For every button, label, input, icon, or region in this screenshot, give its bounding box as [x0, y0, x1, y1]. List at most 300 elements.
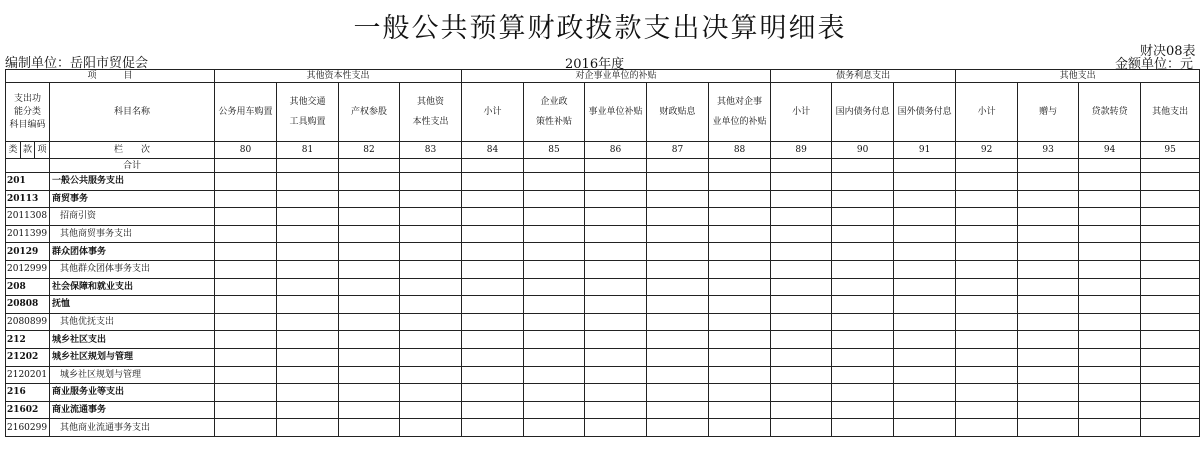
value-cell	[1018, 419, 1079, 437]
subject-name: 商业服务业等支出	[50, 384, 215, 402]
name-label: 科目名称	[50, 83, 215, 142]
value-cell	[277, 296, 339, 314]
value-cell	[709, 190, 771, 208]
value-cell	[1141, 225, 1200, 243]
value-cell	[1079, 384, 1141, 402]
column-number: 95	[1141, 142, 1200, 159]
value-cell	[709, 159, 771, 173]
value-cell	[524, 278, 585, 296]
subject-code: 20129	[6, 243, 50, 261]
value-cell	[462, 366, 524, 384]
subject-name: 一般公共服务支出	[50, 173, 215, 191]
value-cell	[956, 313, 1018, 331]
value-cell	[771, 278, 832, 296]
value-cell	[524, 159, 585, 173]
column-header: 其他支出	[1141, 83, 1200, 142]
value-cell	[462, 208, 524, 226]
value-cell	[277, 159, 339, 173]
column-header: 财政贴息	[647, 83, 709, 142]
value-cell	[1079, 190, 1141, 208]
value-cell	[277, 243, 339, 261]
column-header: 事业单位补贴	[585, 83, 647, 142]
value-cell	[215, 243, 277, 261]
value-cell	[647, 296, 709, 314]
value-cell	[277, 348, 339, 366]
subject-code: 2080899	[6, 313, 50, 331]
subject-name: 城乡社区规划与管理	[50, 366, 215, 384]
subject-name: 抚恤	[50, 296, 215, 314]
value-cell	[277, 384, 339, 402]
value-cell	[1141, 366, 1200, 384]
table-row	[6, 225, 1200, 243]
column-header-line: 其他交通	[289, 97, 326, 107]
value-cell	[1079, 331, 1141, 349]
value-cell	[894, 384, 956, 402]
value-cell	[462, 419, 524, 437]
subject-name: 招商引资	[50, 208, 215, 226]
value-cell	[277, 225, 339, 243]
value-cell	[709, 384, 771, 402]
value-cell	[647, 331, 709, 349]
column-header-line: 本性支出	[412, 117, 449, 127]
value-cell	[1018, 384, 1079, 402]
value-cell	[1141, 384, 1200, 402]
value-cell	[524, 243, 585, 261]
column-header-line: 企业政	[540, 97, 568, 107]
value-cell	[832, 159, 894, 173]
value-cell	[771, 331, 832, 349]
subject-code: 2120201	[6, 366, 50, 384]
value-cell	[400, 260, 462, 278]
value-cell	[524, 313, 585, 331]
value-cell	[956, 208, 1018, 226]
table-row	[6, 366, 1200, 384]
value-cell	[647, 278, 709, 296]
column-number: 87	[647, 142, 709, 159]
total-label: 合计	[50, 159, 215, 173]
value-cell	[894, 419, 956, 437]
subject-code: 21602	[6, 401, 50, 419]
value-cell	[709, 173, 771, 191]
value-cell	[585, 401, 647, 419]
column-number: 89	[771, 142, 832, 159]
column-number: 94	[1079, 142, 1141, 159]
value-cell	[894, 243, 956, 261]
value-cell	[709, 260, 771, 278]
subject-name: 商贸事务	[50, 190, 215, 208]
value-cell	[215, 225, 277, 243]
subject-name: 商业流通事务	[50, 401, 215, 419]
value-cell	[832, 278, 894, 296]
value-cell	[956, 190, 1018, 208]
subject-name: 群众团体事务	[50, 243, 215, 261]
value-cell	[1141, 296, 1200, 314]
value-cell	[462, 225, 524, 243]
value-cell	[585, 331, 647, 349]
subject-code: 20113	[6, 190, 50, 208]
column-header: 贷款转贷	[1079, 83, 1141, 142]
code-label-line: 能分类	[13, 106, 41, 117]
value-cell	[956, 366, 1018, 384]
code-label	[6, 83, 50, 142]
value-cell	[1018, 278, 1079, 296]
table-row	[6, 419, 1200, 437]
page-title: 一般公共预算财政拨款支出决算明细表	[353, 13, 847, 44]
value-cell	[1018, 225, 1079, 243]
column-header-line: 策性补贴	[536, 117, 573, 127]
value-cell	[956, 260, 1018, 278]
value-cell	[1141, 313, 1200, 331]
value-cell	[771, 225, 832, 243]
column-number: 91	[894, 142, 956, 159]
value-cell	[400, 225, 462, 243]
subject-name: 城乡社区规划与管理	[50, 348, 215, 366]
subject-code: 21202	[6, 348, 50, 366]
column-header	[709, 83, 771, 142]
value-cell	[400, 419, 462, 437]
value-cell	[832, 313, 894, 331]
value-cell	[277, 278, 339, 296]
value-cell	[894, 173, 956, 191]
value-cell	[647, 313, 709, 331]
value-cell	[832, 384, 894, 402]
table-row	[6, 401, 1200, 419]
value-cell	[585, 225, 647, 243]
value-cell	[1079, 296, 1141, 314]
group-header: 其他支出	[956, 70, 1200, 83]
value-cell	[1079, 173, 1141, 191]
column-header-line: 其他对企事	[717, 97, 763, 107]
value-cell	[1018, 296, 1079, 314]
lei-label: 类	[6, 142, 21, 159]
value-cell	[462, 296, 524, 314]
value-cell	[215, 419, 277, 437]
value-cell	[709, 401, 771, 419]
value-cell	[894, 348, 956, 366]
value-cell	[339, 190, 400, 208]
value-cell	[832, 348, 894, 366]
column-number: 86	[585, 142, 647, 159]
value-cell	[215, 401, 277, 419]
value-cell	[585, 296, 647, 314]
value-cell	[647, 190, 709, 208]
value-cell	[215, 366, 277, 384]
value-cell	[524, 190, 585, 208]
value-cell	[462, 401, 524, 419]
value-cell	[709, 278, 771, 296]
value-cell	[524, 384, 585, 402]
value-cell	[956, 401, 1018, 419]
value-cell	[1018, 260, 1079, 278]
value-cell	[771, 384, 832, 402]
value-cell	[1141, 419, 1200, 437]
value-cell	[585, 208, 647, 226]
value-cell	[400, 208, 462, 226]
value-cell	[462, 173, 524, 191]
value-cell	[1141, 401, 1200, 419]
value-cell	[647, 225, 709, 243]
subject-code: 201	[6, 173, 50, 191]
value-cell	[1141, 173, 1200, 191]
value-cell	[277, 401, 339, 419]
value-cell	[462, 313, 524, 331]
value-cell	[339, 331, 400, 349]
value-cell	[462, 190, 524, 208]
value-cell	[709, 419, 771, 437]
subject-name: 城乡社区支出	[50, 331, 215, 349]
value-cell	[647, 173, 709, 191]
value-cell	[1079, 243, 1141, 261]
subject-name: 其他商贸事务支出	[50, 225, 215, 243]
value-cell	[215, 278, 277, 296]
value-cell	[215, 296, 277, 314]
value-cell	[277, 366, 339, 384]
value-cell	[585, 243, 647, 261]
value-cell	[400, 348, 462, 366]
value-cell	[277, 208, 339, 226]
value-cell	[585, 313, 647, 331]
subject-name: 其他优抚支出	[50, 313, 215, 331]
value-cell	[771, 296, 832, 314]
column-header: 小计	[956, 83, 1018, 142]
value-cell	[771, 159, 832, 173]
table-row	[6, 208, 1200, 226]
column-header-line: 其他资	[417, 97, 445, 107]
value-cell	[339, 296, 400, 314]
value-cell	[339, 313, 400, 331]
value-cell	[894, 208, 956, 226]
value-cell	[400, 366, 462, 384]
value-cell	[1141, 278, 1200, 296]
column-header: 赠与	[1018, 83, 1079, 142]
amount-unit: 金额单位：元	[1115, 57, 1194, 72]
value-cell	[832, 296, 894, 314]
value-cell	[647, 348, 709, 366]
value-cell	[524, 401, 585, 419]
value-cell	[1141, 348, 1200, 366]
value-cell	[1079, 260, 1141, 278]
value-cell	[524, 225, 585, 243]
value-cell	[339, 366, 400, 384]
value-cell	[339, 159, 400, 173]
value-cell	[524, 296, 585, 314]
column-number: 93	[1018, 142, 1079, 159]
value-cell	[1079, 348, 1141, 366]
lanci-label: 栏 次	[50, 142, 215, 159]
value-cell	[709, 243, 771, 261]
value-cell	[771, 401, 832, 419]
compiling-unit: 编制单位：岳阳市贸促会	[5, 56, 149, 71]
value-cell	[956, 384, 1018, 402]
value-cell	[1018, 331, 1079, 349]
value-cell	[1141, 331, 1200, 349]
value-cell	[771, 313, 832, 331]
value-cell	[462, 260, 524, 278]
value-cell	[215, 159, 277, 173]
value-cell	[400, 384, 462, 402]
value-cell	[771, 366, 832, 384]
column-number: 80	[215, 142, 277, 159]
value-cell	[585, 173, 647, 191]
kuan-label: 款	[21, 142, 35, 159]
table-row	[6, 296, 1200, 314]
value-cell	[585, 159, 647, 173]
value-cell	[894, 225, 956, 243]
value-cell	[956, 159, 1018, 173]
column-header	[524, 83, 585, 142]
value-cell	[277, 190, 339, 208]
value-cell	[771, 243, 832, 261]
column-header: 产权参股	[339, 83, 400, 142]
value-cell	[585, 348, 647, 366]
value-cell	[771, 190, 832, 208]
table-row	[6, 331, 1200, 349]
value-cell	[832, 401, 894, 419]
table-row	[6, 278, 1200, 296]
value-cell	[894, 190, 956, 208]
value-cell	[339, 225, 400, 243]
value-cell	[339, 419, 400, 437]
value-cell	[215, 313, 277, 331]
value-cell	[585, 278, 647, 296]
value-cell	[400, 296, 462, 314]
value-cell	[647, 208, 709, 226]
value-cell	[1018, 173, 1079, 191]
value-cell	[277, 419, 339, 437]
column-header	[400, 83, 462, 142]
value-cell	[339, 260, 400, 278]
value-cell	[339, 278, 400, 296]
value-cell	[894, 159, 956, 173]
value-cell	[1141, 190, 1200, 208]
value-cell	[339, 401, 400, 419]
value-cell	[1018, 313, 1079, 331]
value-cell	[462, 348, 524, 366]
value-cell	[709, 208, 771, 226]
subject-code: 20808	[6, 296, 50, 314]
value-cell	[832, 190, 894, 208]
subject-name: 社会保障和就业支出	[50, 278, 215, 296]
value-cell	[400, 159, 462, 173]
value-cell	[524, 208, 585, 226]
value-cell	[832, 225, 894, 243]
value-cell	[1079, 366, 1141, 384]
subject-name: 其他群众团体事务支出	[50, 260, 215, 278]
value-cell	[894, 313, 956, 331]
subject-code: 212	[6, 331, 50, 349]
value-cell	[462, 278, 524, 296]
value-cell	[277, 331, 339, 349]
value-cell	[1079, 208, 1141, 226]
value-cell	[709, 348, 771, 366]
value-cell	[1141, 159, 1200, 173]
value-cell	[585, 190, 647, 208]
value-cell	[462, 331, 524, 349]
expenditure-detail-table	[5, 69, 1200, 437]
value-cell	[832, 419, 894, 437]
column-number: 83	[400, 142, 462, 159]
value-cell	[894, 278, 956, 296]
value-cell	[771, 260, 832, 278]
group-header: 债务利息支出	[771, 70, 956, 83]
value-cell	[215, 190, 277, 208]
value-cell	[771, 419, 832, 437]
value-cell	[277, 260, 339, 278]
value-cell	[1018, 366, 1079, 384]
column-number: 81	[277, 142, 339, 159]
value-cell	[524, 331, 585, 349]
value-cell	[894, 331, 956, 349]
value-cell	[400, 331, 462, 349]
column-number: 82	[339, 142, 400, 159]
value-cell	[215, 173, 277, 191]
value-cell	[709, 366, 771, 384]
value-cell	[771, 173, 832, 191]
value-cell	[524, 260, 585, 278]
table-row	[6, 313, 1200, 331]
value-cell	[647, 419, 709, 437]
value-cell	[215, 348, 277, 366]
value-cell	[709, 225, 771, 243]
value-cell	[277, 313, 339, 331]
value-cell	[956, 278, 1018, 296]
value-cell	[894, 366, 956, 384]
value-cell	[1018, 348, 1079, 366]
value-cell	[832, 208, 894, 226]
value-cell	[1079, 313, 1141, 331]
column-header-line: 工具购置	[289, 117, 326, 127]
value-cell	[894, 401, 956, 419]
item-header: 项 目	[6, 70, 215, 83]
value-cell	[400, 173, 462, 191]
value-cell	[524, 173, 585, 191]
subject-name: 其他商业流通事务支出	[50, 419, 215, 437]
value-cell	[956, 331, 1018, 349]
subject-code: 2011399	[6, 225, 50, 243]
column-number: 88	[709, 142, 771, 159]
code-label-line: 支出功	[13, 93, 41, 104]
value-cell	[462, 243, 524, 261]
value-cell	[647, 243, 709, 261]
table-row	[6, 260, 1200, 278]
value-cell	[647, 384, 709, 402]
value-cell	[832, 366, 894, 384]
value-cell	[339, 348, 400, 366]
value-cell	[585, 260, 647, 278]
value-cell	[832, 243, 894, 261]
value-cell	[956, 419, 1018, 437]
value-cell	[647, 401, 709, 419]
value-cell	[585, 366, 647, 384]
column-header: 国外债务付息	[894, 83, 956, 142]
value-cell	[832, 331, 894, 349]
value-cell	[585, 419, 647, 437]
value-cell	[339, 208, 400, 226]
group-header: 对企事业单位的补贴	[462, 70, 771, 83]
value-cell	[524, 348, 585, 366]
column-header: 公务用车购置	[215, 83, 277, 142]
value-cell	[1018, 190, 1079, 208]
value-cell	[400, 243, 462, 261]
column-header: 小计	[771, 83, 832, 142]
value-cell	[400, 313, 462, 331]
table-row	[6, 384, 1200, 402]
value-cell	[524, 366, 585, 384]
table-row	[6, 348, 1200, 366]
value-cell	[462, 384, 524, 402]
column-number: 85	[524, 142, 585, 159]
value-cell	[339, 173, 400, 191]
